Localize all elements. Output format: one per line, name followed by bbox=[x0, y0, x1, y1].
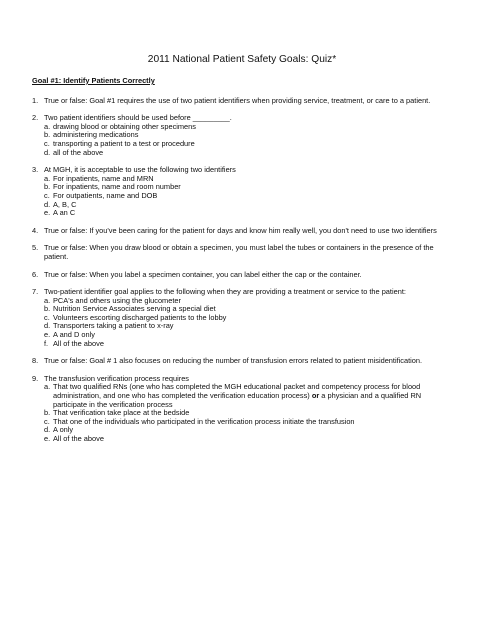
option-text: A and D only bbox=[53, 330, 95, 340]
option-letter: c. bbox=[44, 312, 50, 322]
option-text: A only bbox=[53, 425, 74, 435]
question-number: 2. bbox=[32, 113, 39, 123]
option-letter: a. bbox=[44, 121, 51, 131]
option-text: administering medications bbox=[53, 130, 139, 140]
question-number: 5. bbox=[32, 243, 39, 253]
option-text bbox=[53, 383, 452, 409]
option-text-part: That two qualified RNs (one who has completed the MGH educational packet and competency process for blood administration, and one who has completed the verification education process) bbox=[53, 382, 421, 401]
option-item bbox=[44, 201, 452, 210]
question-number: 1. bbox=[32, 95, 39, 105]
option-letter: c. bbox=[44, 416, 50, 426]
page-title: 2011 National Patient Safety Goals: Quiz* bbox=[147, 54, 337, 65]
option-text: For inpatients, name and MRN bbox=[53, 173, 154, 183]
option-text: All of the above bbox=[53, 434, 104, 443]
option-letter: b. bbox=[44, 408, 51, 418]
goal-heading: Goal #1: Identify Patients Correctly bbox=[32, 76, 155, 85]
option-text: Transporters taking a patient to x-ray bbox=[53, 321, 174, 331]
option-list bbox=[44, 123, 452, 157]
option-letter: c. bbox=[44, 190, 50, 200]
question-number: 8. bbox=[32, 356, 39, 366]
question-9 bbox=[32, 375, 452, 444]
question-text: At MGH, it is acceptable to use the following two identifiers bbox=[44, 165, 236, 175]
option-item bbox=[44, 435, 452, 444]
question-text: The transfusion verification process requires bbox=[44, 373, 190, 383]
option-text: all of the above bbox=[53, 147, 104, 157]
option-text: For inpatients, name and room number bbox=[53, 182, 181, 192]
option-item bbox=[44, 331, 452, 340]
option-letter: b. bbox=[44, 130, 51, 140]
option-letter: d. bbox=[44, 147, 51, 157]
question-text: Two patient identifiers should be used before _________. bbox=[44, 113, 232, 123]
option-letter: d. bbox=[44, 199, 51, 209]
option-item bbox=[44, 340, 452, 349]
option-text: A an C bbox=[53, 208, 76, 218]
option-list bbox=[44, 297, 452, 349]
option-letter: a. bbox=[44, 382, 51, 392]
option-list bbox=[44, 383, 452, 443]
option-text: A, B, C bbox=[53, 199, 77, 209]
option-letter: e. bbox=[44, 434, 51, 443]
option-letter: e. bbox=[44, 208, 51, 218]
option-item bbox=[44, 149, 452, 158]
option-text: That one of the individuals who participated in the verification process initiate the transfusion bbox=[53, 416, 355, 426]
option-item bbox=[44, 426, 452, 435]
option-item bbox=[44, 383, 452, 409]
option-item bbox=[44, 209, 452, 218]
option-letter: d. bbox=[44, 425, 51, 435]
question-7 bbox=[32, 288, 452, 348]
option-list bbox=[44, 175, 452, 218]
question-number: 6. bbox=[32, 269, 39, 279]
option-item bbox=[44, 322, 452, 331]
question-text: True or false: When you label a specimen container, you can label either the cap or the container. bbox=[44, 269, 362, 279]
option-letter: e. bbox=[44, 330, 51, 340]
question-text: True or false: If you've been caring for the patient for days and know him really well, you don't need to use two identifiers bbox=[44, 225, 437, 235]
question-text: True or false: Goal # 1 also focuses on reducing the number of transfusion errors related to patient misidentification. bbox=[44, 356, 423, 366]
option-item bbox=[44, 192, 452, 201]
question-2 bbox=[32, 114, 452, 157]
option-text: transporting a patient to a test or procedure bbox=[53, 138, 195, 148]
option-text: For outpatients, name and DOB bbox=[53, 190, 158, 200]
option-letter: c. bbox=[44, 138, 50, 148]
option-item bbox=[44, 140, 452, 149]
option-letter: b. bbox=[44, 182, 51, 192]
option-text: drawing blood or obtaining other specimens bbox=[53, 121, 196, 131]
question-text: Two-patient identifier goal applies to the following when they are providing a treatment or service to the patient: bbox=[44, 287, 406, 297]
question-number: 4. bbox=[32, 225, 39, 235]
option-letter: d. bbox=[44, 321, 51, 331]
option-letter: b. bbox=[44, 304, 51, 314]
option-text: Volunteers escorting discharged patients to the lobby bbox=[53, 312, 227, 322]
question-text: True or false: When you draw blood or obtain a specimen, you must label the tubes or containers in the presence of the patient. bbox=[44, 243, 434, 261]
question-4 bbox=[32, 227, 452, 236]
question-number: 9. bbox=[32, 373, 39, 383]
quiz-page bbox=[32, 54, 452, 453]
option-text: PCA's and others using the glucometer bbox=[53, 295, 181, 305]
option-letter: a. bbox=[44, 295, 51, 305]
question-8 bbox=[32, 357, 452, 366]
option-text: That verification take place at the bedside bbox=[53, 408, 190, 418]
question-number: 7. bbox=[32, 287, 39, 297]
option-letter: f. bbox=[44, 338, 49, 348]
option-text-emphasis: or bbox=[311, 391, 320, 401]
question-1 bbox=[32, 97, 452, 106]
option-item bbox=[44, 418, 452, 427]
option-text: Nutrition Service Associates serving a special diet bbox=[53, 304, 216, 314]
question-text: True or false: Goal #1 requires the use of two patient identifiers when providing service, treatment, or care to a patient. bbox=[44, 95, 431, 105]
option-letter: a. bbox=[44, 173, 51, 183]
question-3 bbox=[32, 166, 452, 218]
question-6 bbox=[32, 271, 452, 280]
question-number: 3. bbox=[32, 165, 39, 175]
question-5 bbox=[32, 244, 452, 261]
option-text-part: a physician and a qualified RN participate in the verification process bbox=[53, 391, 422, 409]
option-text: All of the above bbox=[53, 338, 104, 348]
